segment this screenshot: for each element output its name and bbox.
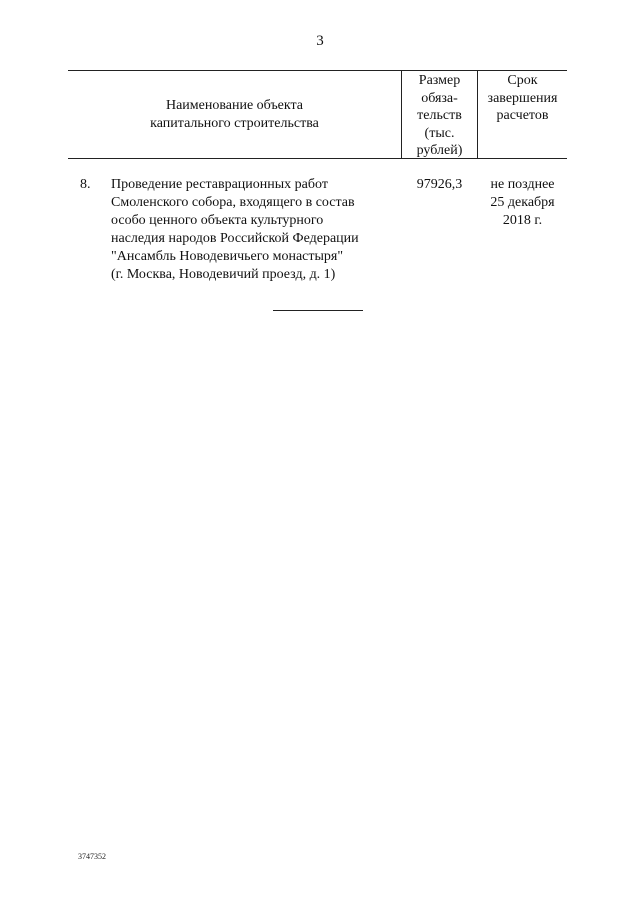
text-line: Проведение реставрационных работ <box>111 177 328 192</box>
header-obligation-amount <box>402 72 477 160</box>
text-line: 2018 г. <box>502 213 543 228</box>
text-line: тельств <box>417 108 462 123</box>
text-line: Наименование объекта <box>165 98 304 113</box>
header-settlement-term <box>478 72 567 125</box>
text-line: (тыс. <box>424 125 455 141</box>
text-line: расчетов <box>496 108 549 123</box>
end-of-document-rule <box>273 310 363 311</box>
text-line: наследия народов Российской Федерации <box>111 231 359 246</box>
document-code: 3747352 <box>78 852 106 861</box>
text-line: рублей) <box>416 143 463 158</box>
table-top-rule <box>68 70 567 71</box>
text-line: (г. Москва, Новодевичий проезд, д. 1) <box>111 267 336 282</box>
text-line: Размер <box>418 73 461 88</box>
text-line: Срок <box>507 73 538 88</box>
header-object-name <box>68 97 401 132</box>
page-number: 3 <box>316 33 324 49</box>
text-line: завершения <box>487 90 558 106</box>
text-line: "Ансамбль Новодевичьего монастыря" <box>111 249 344 264</box>
text-line: не позднее <box>490 177 555 192</box>
text-line: капитального строительства <box>150 115 319 131</box>
text-line: обяза- <box>421 90 458 106</box>
row-obligation-amount: 97926,3 <box>416 177 463 192</box>
table-header-rule <box>68 158 567 159</box>
text-line: особо ценного объекта культурного <box>111 213 324 228</box>
row-settlement-term <box>478 176 567 230</box>
text-line: 25 декабря <box>490 195 555 210</box>
row-object-name <box>111 176 401 284</box>
text-line: Смоленского собора, входящего в состав <box>111 195 355 210</box>
row-number: 8. <box>80 177 91 192</box>
